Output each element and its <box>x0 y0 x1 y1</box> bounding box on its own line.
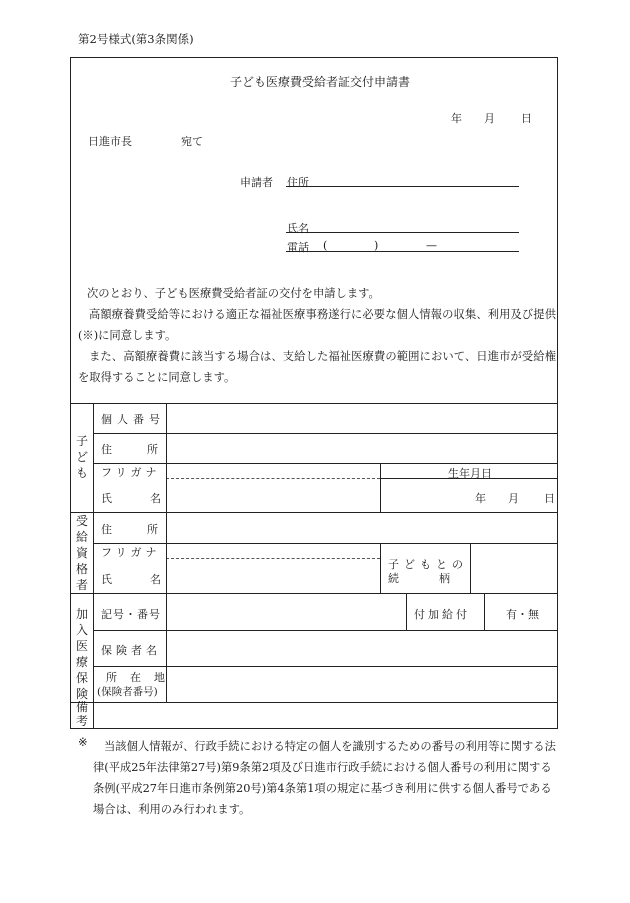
insurance-location-field[interactable] <box>167 667 557 702</box>
child-birth-day: 日 <box>544 492 555 505</box>
remarks-field[interactable] <box>94 703 557 728</box>
applicant-name-label: 氏名 <box>287 222 309 235</box>
date-year: 年 <box>451 112 462 125</box>
applicant-phone-field[interactable] <box>286 251 519 252</box>
insurance-symbol-number-label: 記号・番号 <box>101 608 161 621</box>
applicant-address-label: 住所 <box>287 176 309 189</box>
insurance-symbol-number-field[interactable] <box>167 594 405 630</box>
applicant-label: 申請者 <box>240 176 273 189</box>
date-day: 日 <box>521 112 532 125</box>
insurance-section-label: 加入医療保険 <box>76 607 89 701</box>
recipient-relation-field[interactable] <box>471 544 557 593</box>
applicant-address-field[interactable] <box>286 186 519 187</box>
insurance-insurer-name-field[interactable] <box>167 631 557 666</box>
recipient-address-field[interactable] <box>167 513 557 543</box>
recipient-relation-label-2: 続柄 <box>388 572 490 585</box>
recipient-name-label: 氏名 <box>101 573 199 586</box>
insurance-insurer-number-label: (保険者番号) <box>97 686 158 698</box>
child-furigana-label: フリガナ <box>101 466 161 479</box>
child-address-label-a <box>101 441 193 457</box>
section-label-column <box>93 403 94 729</box>
remarks-section-label: 備考 <box>76 700 89 728</box>
recipient-relation-label-1: 子どもとの <box>388 558 468 571</box>
footnote-mark: ※ <box>78 736 88 749</box>
child-birthdate-header: 生年月日 <box>448 467 492 480</box>
insurance-benefit-column-1 <box>406 593 407 630</box>
form-title: 子ども医療費受給者証交付申請書 <box>230 75 411 89</box>
applicant-name-field[interactable] <box>286 232 519 233</box>
insurance-location-label: 所在地 <box>106 671 178 684</box>
insurance-additional-benefit-label: 付加給付 <box>414 608 470 621</box>
child-name-label: 氏名 <box>101 492 199 505</box>
applicant-phone-label: 電話 <box>287 241 309 254</box>
recipient-section-label: 受給資格者 <box>76 514 89 592</box>
insurance-benefit-column-2 <box>484 593 485 630</box>
footnote-text: 当該個人情報が、行政手続における特定の個人を識別するための番号の利用等に関する法律(平成25年法律第27号)第9条第2項及び日進市行政手続における個人番号の利用に関する条例(平成27年日進市条例第20号)第4条第1項の規定に基づき利用に供する個人番号である場合は、利用のみ行われます。 <box>93 740 556 816</box>
child-personal-number-field[interactable] <box>167 404 557 433</box>
phone-dash: — <box>426 239 437 252</box>
statement-consent-right: また、高額療養費に該当する場合は、支給した福祉医療費の範囲において、日進市が受給権を取得することに同意します。 <box>78 350 556 384</box>
date-month: 月 <box>484 112 495 125</box>
child-address-field[interactable] <box>167 434 557 463</box>
addressee-suffix: 宛て <box>181 135 203 148</box>
statement-apply: 次のとおり、子ども医療費受給者証の交付を申請します。 <box>87 287 380 300</box>
form-number: 第2号様式(第3条関係) <box>78 32 194 46</box>
recipient-address-label: 住所 <box>101 523 193 536</box>
recipient-name-field[interactable] <box>167 544 379 593</box>
child-birth-column <box>380 463 381 512</box>
child-section-label: 子ども <box>76 434 89 480</box>
child-address-label: 住所 <box>101 443 193 456</box>
child-name-field[interactable] <box>167 464 379 512</box>
recipient-relation-column-1 <box>380 543 381 593</box>
statement-consent-info: 高額療養費受給等における適正な福祉医療事務遂行に必要な個人情報の収集、利用及び提供(※)に同意します。 <box>78 308 556 342</box>
phone-open-paren: ( <box>323 239 328 252</box>
child-birth-year: 年 <box>475 492 486 505</box>
insurance-insurer-name-label: 保険者名 <box>101 644 161 657</box>
addressee: 日進市長 <box>88 135 132 148</box>
phone-close-paren: ) <box>374 239 379 252</box>
recipient-furigana-label: フリガナ <box>101 546 161 559</box>
child-personal-number-label: 個人番号 <box>101 413 165 426</box>
child-birth-month: 月 <box>508 492 519 505</box>
insurance-yes-no-option[interactable]: 有・無 <box>506 608 539 621</box>
